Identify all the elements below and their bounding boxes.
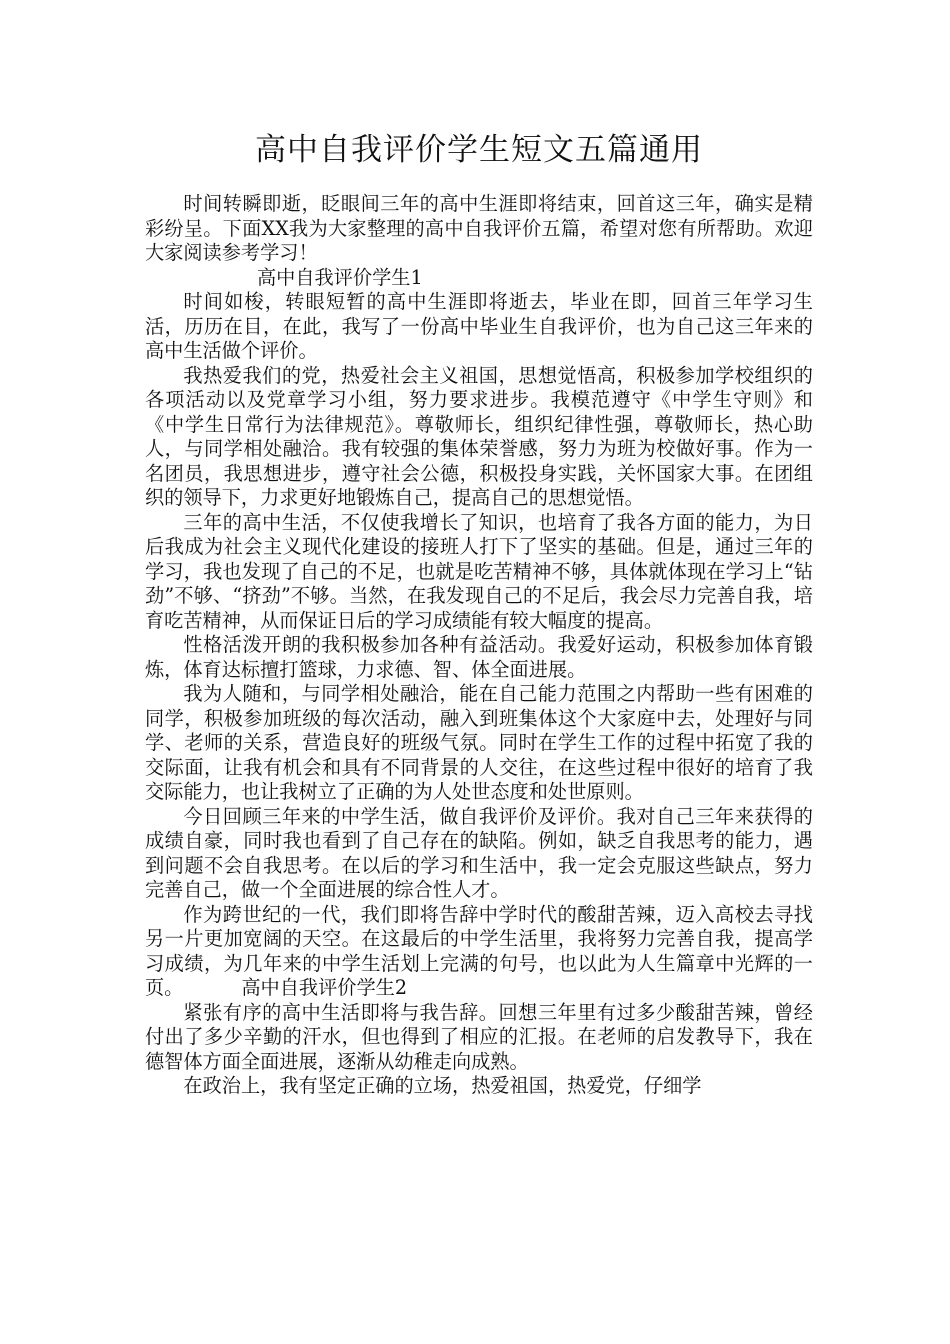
section-1-paragraph-2: 我热爱我们的党，热爱社会主义祖国，思想觉悟高，积极参加学校组织的各项活动以及党章学习小组，努力要求进步。我模范遵守《中学生守则》和《中学生日常行为法律规范》。尊敬师长，组织纪律性强，尊敬师长，热心助人，与同学相处融洽。我有较强的集体荣誉感，努力为班为校做好事。作为一名团员，我思想进步，遵守社会公德，积极投身实践，关怀国家大事。在团组织的领导下，力求更好地锻炼自己，提高自己的思想觉悟。 (145, 363, 813, 509)
document-page (145, 128, 813, 1099)
section-1-paragraph-3: 三年的高中生活，不仅使我增长了知识，也培育了我各方面的能力，为日后我成为社会主义现代化建设的接班人打下了坚实的基础。但是，通过三年的学习，我也发现了自己的不足，也就是吃苦精神不够，具体就体现在学习上“钻劲”不够、“挤劲”不够。当然，在我发现自己的不足后，我会尽力完善自我，培育吃苦精神，从而保证日后的学习成绩能有较大幅度的提高。 (145, 510, 813, 632)
section-2-heading: 高中自我评价学生2 (241, 976, 408, 999)
section-1-paragraph-6: 今日回顾三年来的中学生活，做自我评价及评价。我对自己三年来获得的成绩自豪，同时我也看到了自己存在的缺陷。例如，缺乏自我思考的能力，遇到问题不会自我思考。在以后的学习和生活中，我一定会克服这些缺点，努力完善自己，做一个全面进展的综合性人才。 (145, 804, 813, 901)
document-title: 高中自我评价学生短文五篇通用 (255, 132, 703, 168)
section-1-paragraph-7 (145, 903, 813, 1001)
section-1-paragraph-1: 时间如梭，转眼短暂的高中生涯即将逝去，毕业在即，回首三年学习生活，历历在目，在此，我写了一份高中毕业生自我评价，也为自己这三年来的高中生活做个评价。 (145, 290, 813, 362)
section-2-paragraph-1: 紧张有序的高中生活即将与我告辞。回想三年里有过多少酸甜苦辣，曾经付出了多少辛勤的汗水，但也得到了相应的汇报。在老师的启发教导下，我在德智体方面全面进展，逐渐从幼稚走向成熟。 (145, 1000, 813, 1073)
section-1-last-text: 作为跨世纪的一代，我们即将告辞中学时代的酸甜苦辣，迈入高校去寻找另一片更加宽阔的天空。在这最后的中学生活里，我将努力完善自我，提高学习成绩，为几年来的中学生活划上完满的句号，也以此为人生篇章中光辉的一页。 (145, 902, 813, 999)
section-1-paragraph-4: 性格活泼开朗的我积极参加各种有益活动。我爱好运动，积极参加体育锻炼，体育达标擅打篮球，力求德、智、体全面进展。 (145, 633, 813, 681)
intro-paragraph: 时间转瞬即逝，眨眼间三年的高中生涯即将结束，回首这三年，确实是精彩纷呈。下面XX我为大家整理的高中自我评价五篇，希望对您有所帮助。欢迎大家阅读参考学习！ (145, 192, 813, 264)
section-1-heading: 高中自我评价学生1 (257, 265, 423, 289)
section-2-paragraph-2: 在政治上，我有坚定正确的立场，热爱祖国，热爱党，仔细学 (183, 1074, 702, 1097)
section-1-paragraph-5: 我为人随和，与同学相处融洽，能在自己能力范围之内帮助一些有困难的同学，积极参加班级的每次活动，融入到班集体这个大家庭中去，处理好与同学、老师的关系，营造良好的班级气氛。同时在学生工作的过程中拓宽了我的交际面，让我有机会和具有不同背景的人交往，在这些过程中很好的培育了我交际能力，也让我树立了正确的为人处世态度和处世原则。 (145, 682, 813, 803)
